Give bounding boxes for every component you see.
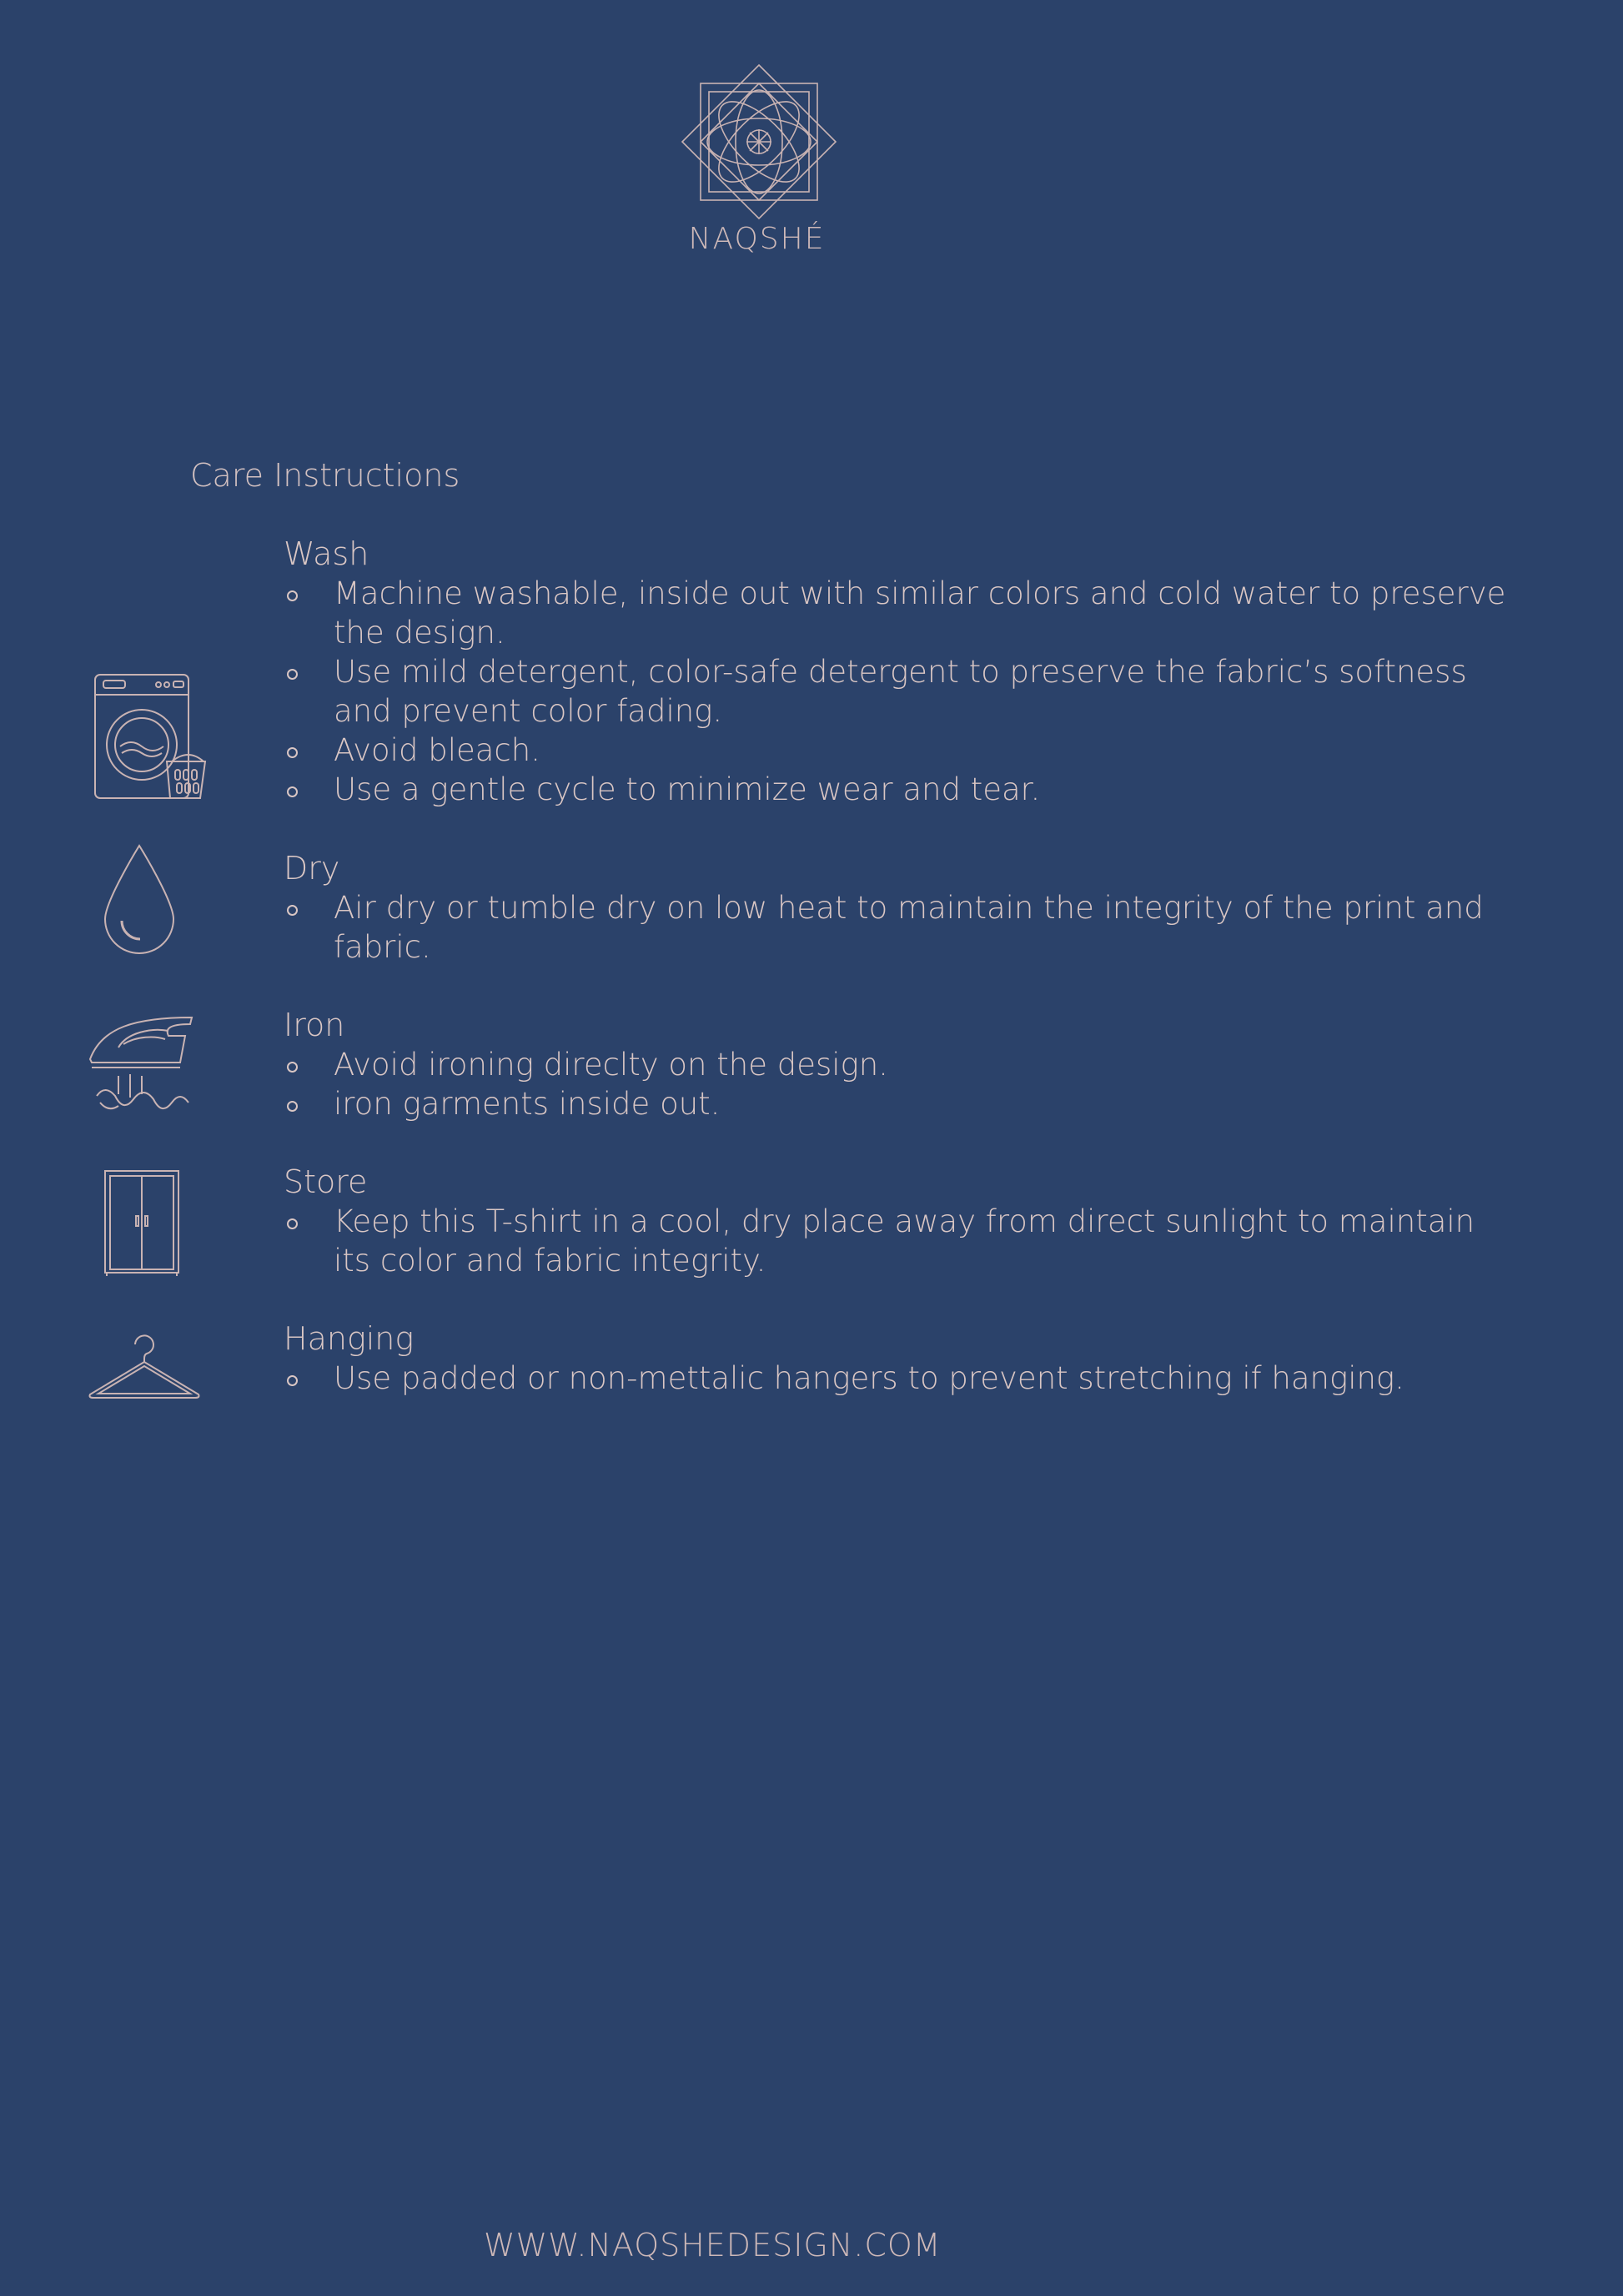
bullet-list <box>284 1359 1518 1398</box>
section-wash <box>284 535 1518 809</box>
section-title: Dry <box>284 850 340 887</box>
list-item: Use a gentle cycle to minimize wear and tear. <box>284 770 1518 809</box>
section-hanging <box>284 1319 1518 1398</box>
list-item: Avoid bleach. <box>284 731 1518 770</box>
washing-machine-icon <box>92 671 210 801</box>
geometric-flower-logo <box>680 63 838 221</box>
website-link[interactable]: WWW.NAQSHEDESIGN.COM <box>484 2227 942 2263</box>
wardrobe-icon <box>102 1168 182 1278</box>
bullet-list <box>284 574 1518 809</box>
list-item: Use mild detergent, color-safe detergent to preserve the fabric’s softness and prevent color fading. <box>284 652 1518 731</box>
bullet-list <box>284 888 1518 967</box>
section-title: Hanging <box>284 1320 415 1357</box>
section-title: Wash <box>284 535 369 572</box>
bullet-list <box>284 1045 1518 1123</box>
iron-icon <box>85 1011 204 1119</box>
section-iron <box>284 1006 1518 1123</box>
section-store <box>284 1163 1518 1280</box>
list-item: Avoid ironing direclty on the design. <box>284 1045 1518 1084</box>
section-title: Iron <box>284 1007 345 1043</box>
bullet-list <box>284 1202 1518 1280</box>
list-item: Air dry or tumble dry on low heat to maintain the integrity of the print and fabric. <box>284 888 1518 967</box>
page-title: Care Instructions <box>190 457 460 494</box>
section-title: Store <box>284 1163 368 1200</box>
section-dry <box>284 849 1518 967</box>
hanger-icon <box>87 1331 202 1403</box>
list-item: Use padded or non-mettalic hangers to prevent stretching if hanging. <box>284 1359 1518 1398</box>
water-drop-icon <box>102 842 177 955</box>
brand-name: NAQSHÉ <box>688 222 826 256</box>
list-item: Machine washable, inside out with similar colors and cold water to preserve the design. <box>284 574 1518 652</box>
list-item: iron garments inside out. <box>284 1084 1518 1123</box>
list-item: Keep this T-shirt in a cool, dry place away from direct sunlight to maintain its color and fabric integrity. <box>284 1202 1518 1280</box>
